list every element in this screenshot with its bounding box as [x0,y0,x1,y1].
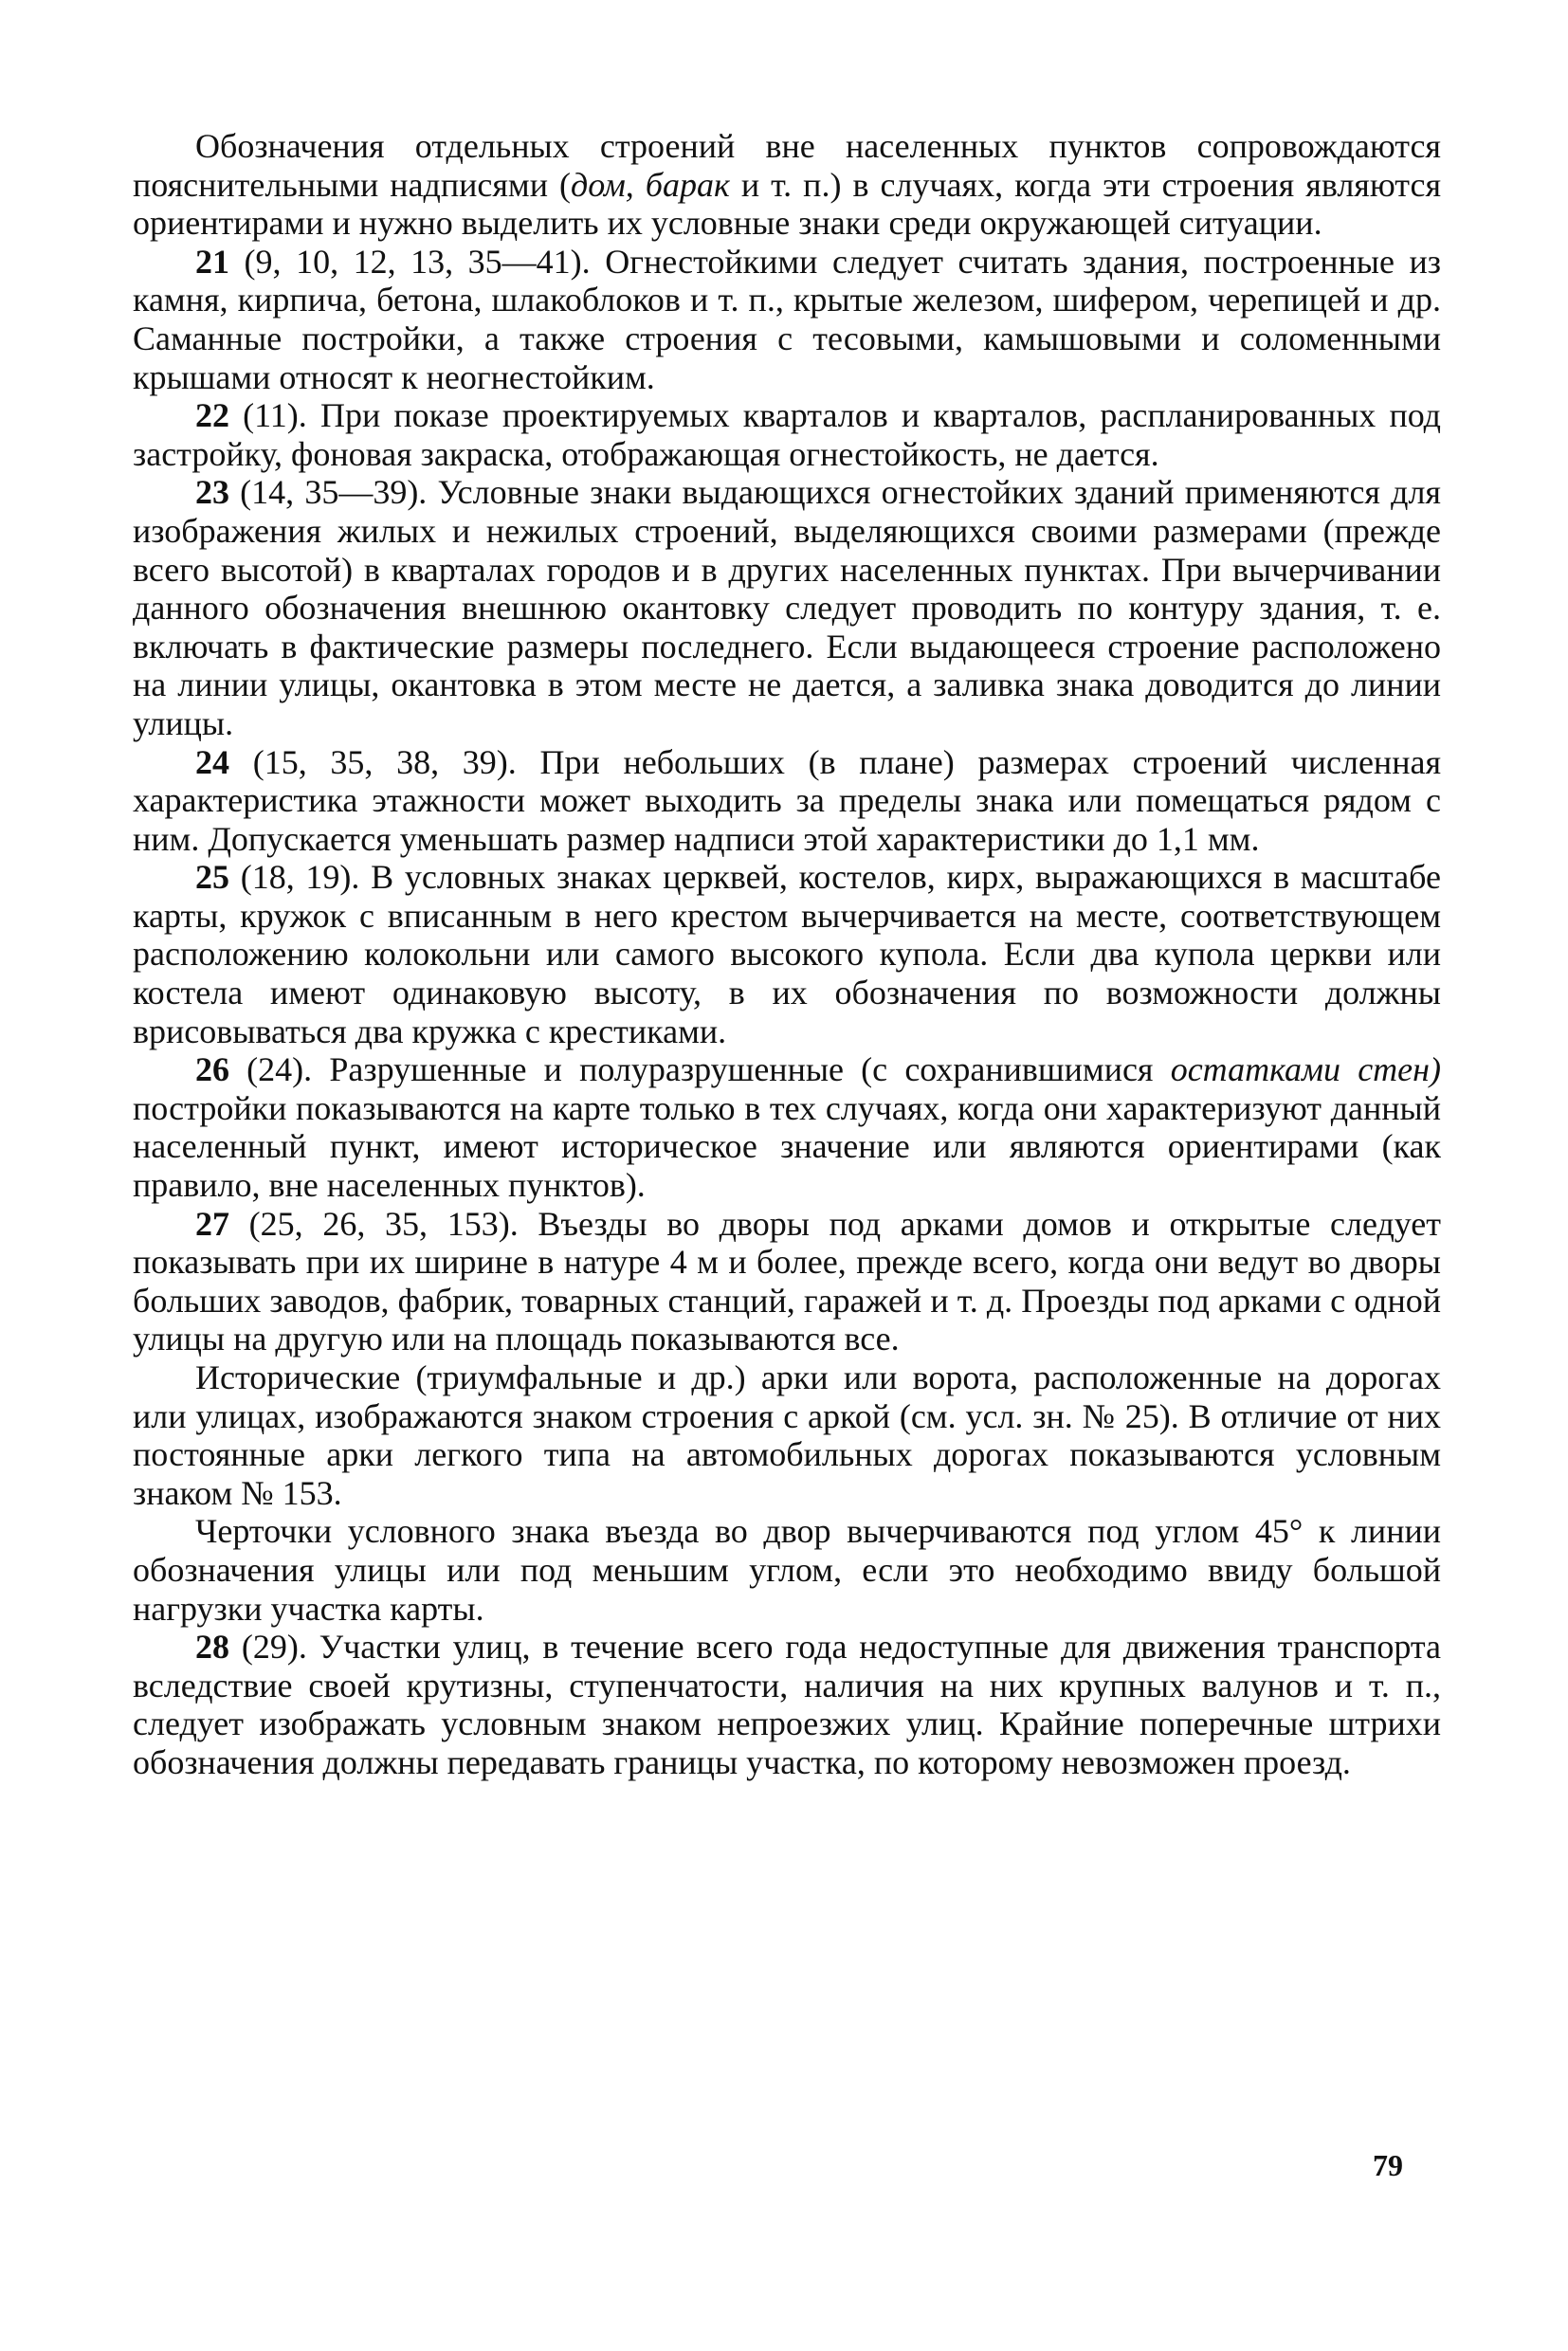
paragraph-26 [133,1050,1441,1204]
paragraph-27 [133,1205,1441,1358]
paragraph-28 [133,1628,1441,1781]
paragraph-22 [133,396,1441,473]
paragraph-text: Черточки условного знака въезда во двор вычерчиваются под углом 45° к линии обозначения улицы или под меньшим углом, если это необходимо ввиду большой нагрузки участка карты. [133,1512,1441,1628]
paragraph-text: (24). Разрушенные и полуразрушенные (с сохранившимися [229,1050,1171,1089]
paragraph-number: 22 [195,396,229,435]
paragraph-text: Обозначения отдельных строений вне населенных пунктов сопровождаются пояснительными надписями ( [133,127,1441,204]
paragraph-text: Исторические (триумфальные и др.) арки или ворота, расположенные на дорогах или улицах, изображаются знаком строения с аркой (см. усл. зн. № 25). В отличие от них постоянные арки легкого типа на автомобильных дорогах показываются условным знаком № 153. [133,1358,1441,1512]
paragraph-text: (11). При показе проектируемых кварталов и кварталов, распланированных под застройку, фоновая закраска, отображающая огнестойкость, не дается. [133,396,1441,473]
paragraph-25 [133,858,1441,1050]
paragraph-text: (14, 35—39). Условные знаки выдающихся огнестойких зданий применяются для изображения жилых и нежилых строений, выделяющихся своими размерами (прежде всего высотой) в кварталах городов и в других населенных пунктах. При вычерчивании данного обозначения внешнюю окантовку следует проводить по контуру здания, т. е. включать в фактические размеры последнего. Если выдающееся строение расположено на линии улицы, окантовка в этом месте не дается, а заливка знака доводится до линии улицы. [133,473,1441,742]
page-number: 79 [1373,2148,1403,2182]
paragraph-italic-text: остатками стен) [1170,1050,1442,1089]
paragraph-text-continued: постройки показываются на карте только в тех случаях, когда они характеризуют данный населенный пункт, имеют историческое значение или являются ориентирами (как правило, вне населенных пунктов). [133,1088,1441,1205]
paragraph-text-continued: и т. п.) в случаях, когда эти строения являются ориентирами и нужно выделить их условные знаки среди окружающей ситуации. [133,165,1441,243]
paragraph-number: 26 [195,1050,229,1089]
paragraph-number: 21 [195,242,229,281]
paragraph-text: (29). Участки улиц, в течение всего года недоступные для движения транспорта вследствие своей крутизны, ступенчатости, наличия на них крупных валунов и т. п., следует изображать условным знаком непроезжих улиц. Крайние поперечные штрихи обозначения должны передавать границы участка, по которому невозможен проезд. [133,1628,1441,1781]
page-body [133,127,1441,1782]
paragraph-number: 24 [195,742,229,781]
paragraph-23 [133,473,1441,742]
paragraph-21 [133,243,1441,396]
paragraph-intro [133,127,1441,243]
paragraph-number: 25 [195,858,229,897]
paragraph-text: (18, 19). В условных знаках церквей, костелов, кирх, выражающихся в масштабе карты, кружок с вписанным в него крестом вычерчивается на месте, соответствующем расположению колокольни или самого высокого купола. Если два купола церкви или костела имеют одинаковую высоту, в их обозначения по возможности должны врисовываться два кружка с крестиками. [133,858,1441,1050]
paragraph-entrance-ticks [133,1512,1441,1628]
paragraph-text: (25, 26, 35, 153). Въезды во дворы под арками домов и открытые следует показывать при их ширине в натуре 4 м и более, прежде всего, когда они ведут во дворы больших заводов, фабрик, товарных станций, гаражей и т. д. Проезды под арками с одной улицы на другую или на площадь показываются все. [133,1204,1441,1358]
paragraph-24 [133,743,1441,859]
paragraph-number: 23 [195,473,229,512]
paragraph-number: 27 [195,1204,229,1243]
paragraph-text: (15, 35, 38, 39). При небольших (в плане) размерах строений численная характеристика этажности может выходить за пределы знака или помещаться рядом с ним. Допускается уменьшать размер надписи этой характеристики до 1,1 мм. [133,742,1441,858]
paragraph-text: (9, 10, 12, 13, 35—41). Огнестойкими следует считать здания, построенные из камня, кирпича, бетона, шлакоблоков и т. п., крытые железом, шифером, черепицей и др. Саманные постройки, а также строения с тесовыми, камышовыми и соломенными крышами относят к неогнестойким. [133,242,1441,396]
paragraph-number: 28 [195,1628,229,1667]
paragraph-arches [133,1358,1441,1512]
paragraph-italic-text: дом, барак [570,165,730,204]
